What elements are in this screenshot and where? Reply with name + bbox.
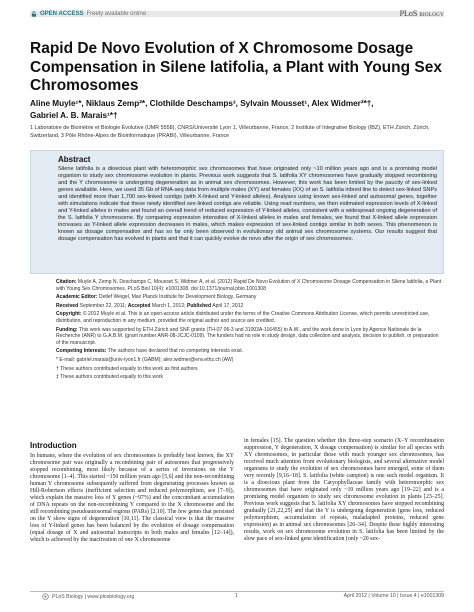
footer-journal-text: PLoS Biology | www.plosbiology.org [52,593,135,600]
competing-interests-label: Competing Interests: [56,348,107,355]
citation-label: Citation: [56,279,77,285]
funding-label: Funding: [56,326,78,333]
equal-contribution-note-2: ‡ These authors contributed equally to this work [56,374,164,381]
accepted-date: March 1, 2012; [151,302,186,309]
received-date: September 22, 2011; [79,302,127,309]
dates-block [56,303,444,310]
citation-block [56,279,444,292]
funding-text: This work was supported by ETH Zürich and SNF grants (TH-07 06-3 and 31003A-116455) to A.W., and the work done in Lyon by Agence Nationale de la Recherche (ANR) to G.A.B.M. (grant number ANR-08-JCJC-0109). The funders had no role in study design, data collection and analysis, decision to publish, or preparation of the manuscript. [56,326,439,346]
introduction-heading: Introduction [30,441,77,450]
copyright-text: © 2012 Muyle et al. This is an open-access article distributed under the terms of the Creative Commons Attribution License, which permits unrestricted use, distribution, and reproduction in any medium, provided the original author and source are credited. [56,311,430,324]
footer-divider [30,591,444,592]
copyright-label: Copyright: [56,311,82,318]
editor-block [56,294,444,301]
journal-logo-main: PLoS [399,9,418,18]
competing-interests-text: The authors have declared that no competing interests exist. [107,348,244,355]
body-column-right: in females [15]. The question whether this three-step scenario (X–Y recombination suppression, Y degeneration, X dosage compensation) is similar for all species with XY chromosomes, in particular those with much younger sex chromosomes, has received much attention from evolutionary biologists, and several alternative model organisms to study the evolution of sex chromosomes have emerged, some of them very recently [9,16–18]. S. latifolia (white campion) is one such model organism. It is a dioecious plant from the Caryophyllaceae family with heteromorphic sex chromosomes that have originated only ~10 million years ago [19–22] and is a promising model organism to study sex chromosome evolution in plants [23–25]. Previous work suggests that S. latifolia XY chromosomes have stopped recombining gradually [21,22,25] and that the Y is undergoing degeneration (gene loss, reduced polymorphism, accumulation of repeats, maladapted proteins, reduced gene expression) as in animal sex chromosomes [26–34]. Despite these highly interesting results, work on sex chromosome evolution in S. latifolia has been limited by the slow pace of sex-linked gene identification (only ~20 sex- [244,438,444,542]
freely-available-label: Freely available online [86,11,147,17]
footer-journal [42,593,134,600]
equal-contribution-note-1: † These authors contributed equally to this work as first authors [56,365,198,372]
citation-text: Muyle A, Zemp N, Deschamps C, Mousset S, Widmer A, et al. (2012) Rapid De Novo Evolution of X Chromosome Dosage Compensation in Silene latifolia, a Plant with Young Sex Chromosomes. PLoS Biol 10(4): e1001308. doi:10.1371/journal.pbio.1001308 [56,279,442,292]
published-label: Published [186,302,212,309]
body-column-left: In humans, where the evolution of sex chromosomes is probably best known, the XY chromosome pair was originally a recombining pair of autosomes that progressively stopped recombining, most likely because of a series of inversions on the Y chromosome [1–4]. This started ~150 million years ago [5,6] and the non-recombining human Y chromosome subsequently suffered from degenerating processes known as Hill-Robertson effects (inefficient selection and reduced polymorphism, see [7–9]), which explain the massive loss of Y genes (~97%) and the concomitant accumulation of DNA repeats on the non-recombining Y compared to the X chromosome and the still recombining pseudoautosomal regions (PARs) [2,10]. The few genes that persisted on the Y show signs of degeneration [10,11]. The classical view is that the massive loss of Y-linked genes has been balanced by the evolution of dosage compensation (equal dosage of X and autosomal transcripts in both males and females [12–14]), which is achieved by the inactivation of one X chromosome [30,453,234,543]
footer-issue-info: April 2012 | Volume 10 | Issue 4 | e1001308 [343,593,444,599]
article-title: Rapid De Novo Evolution of X Chromosome Dosage Compensation in Silene latifolia, a Plant with Young Sex Chromosomes [30,40,442,94]
competing-interests-block [56,348,444,355]
funding-block [56,327,444,347]
authors-line-1: Aline Muyle¹*, Niklaus Zemp²*, Clothilde Deschamps³, Sylvain Mousset¹, Alex Widmer²*†, [30,99,374,108]
journal-logo [400,9,444,18]
editor-text: Detlef Weigel, Max Planck Institute for Development Biology, Germany [98,294,257,301]
journal-logo-sub: BIOLOGY [419,13,444,18]
abstract-text: Silene latifolia is a dioecious plant with heteromorphic sex chromosomes that have originated only ~10 million years ago and is a promising model organism to study sex chromosome evolution in plants. Previous work suggests that S. latifolia XY chromosomes have gradually stopped recombining and the Y chromosome is undergoing degeneration as in animal sex chromosomes. However, this work has been limited by the paucity of sex-linked genes available. Here, we used 35 Gb of RNA-seq data from multiple males (XY) and females (XX) of an S. latifolia inbred line to detect sex-linked SNPs and identified more than 1,700 sex-linked contigs (with X-linked and Y-linked alleles). Analyses using known sex-linked and autosomal genes, together with simulations indicate that these newly identified sex-linked contigs are reliable. Using read numbers, we then estimated expression levels of X-linked and Y-linked alleles in males and found an overall trend of reduced expression of Y-linked alleles, consistent with a widespread ongoing degeneration of the S. latifolia Y chromosome. By comparing expression intensities of X-linked alleles in males and females, we found that X-linked allele expression increases as Y-linked allele expression decreases in males, which makes expression of sex-linked contigs similar in both sexes. This phenomenon is known as dosage compensation and has so far only been observed in evolutionary old animal sex chromosome systems. Our results suggest that dosage compensation has evolved in plants and that it can quickly evolve de novo after the origin of sex chromosomes. [58,166,437,243]
authors-line-2: Gabriel A. B. Marais¹*† [30,111,118,120]
footer-page-number: 1 [235,593,238,599]
editor-label: Academic Editor: [56,294,98,301]
open-access-label: OPEN ACCESS [40,11,84,17]
author-list [30,98,444,122]
abstract-box [30,150,444,274]
open-lock-icon [31,11,37,17]
received-label: Received [56,302,79,309]
email-line: * E-mail: gabriel.marais@univ-lyon1.fr (GABM); alex.widmer@env.ethz.ch (AW) [56,356,234,363]
accepted-label: Accepted [127,302,151,309]
article-metadata [56,279,444,383]
abstract-heading: Abstract [58,155,91,164]
plos-mark-icon [42,593,49,600]
open-access-banner [31,11,146,17]
affiliations: 1 Laboratoire de Biométrie et Biologie Évolutive (UMR 5558), CNRS/Université Lyon 1, Villeurbanne, France, 2 Institute of Integrative Biology (IBZ), ETH Zürich, Zürich, Switzerland, 3 Pôle Rhône-Alpes de Bioinformatique (PRABI), Villeurbanne, France [30,125,430,139]
published-date: April 17, 2012 [212,302,244,309]
copyright-block [56,311,444,324]
